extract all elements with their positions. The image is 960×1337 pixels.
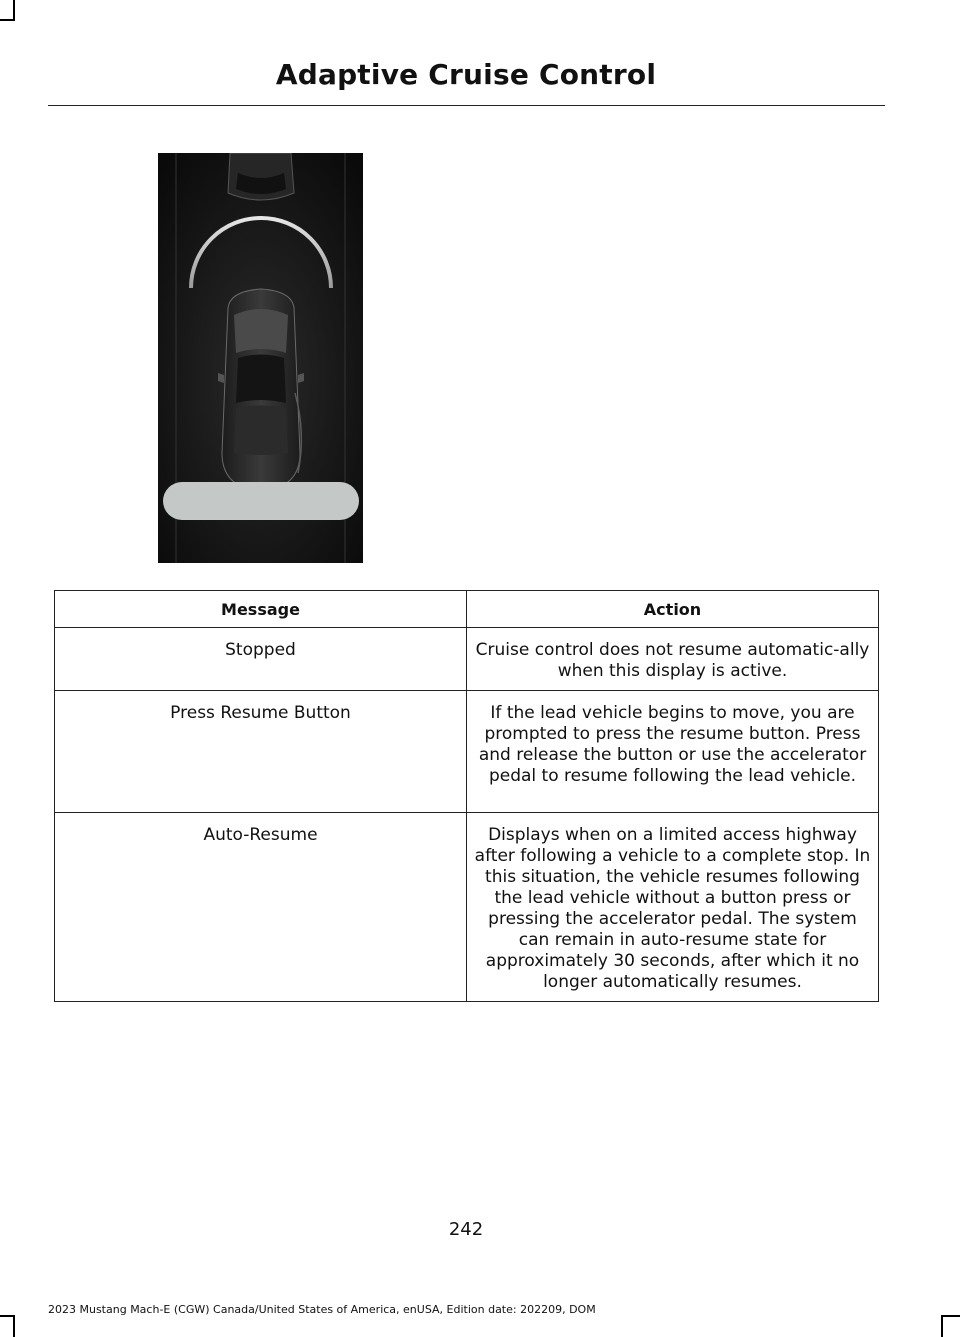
crop-mark-bottom-right-v: [941, 1315, 943, 1337]
crop-mark-bottom-left-v: [13, 1315, 15, 1337]
table-header-row: [55, 591, 879, 628]
message-cell: Stopped: [55, 628, 467, 691]
table-row: [55, 813, 879, 1002]
crop-mark-bottom-right-h: [941, 1315, 960, 1317]
header-rule: [48, 105, 885, 106]
column-header-action: Action: [467, 591, 879, 628]
action-cell: If the lead vehicle begins to move, you are prompted to press the resume button. Press and release the button or use the accelerator pedal to resume following the lead vehicle.: [467, 691, 879, 813]
footer-edition: 2023 Mustang Mach-E (CGW) Canada/United States of America, enUSA, Edition date: 202209, DOM: [48, 1303, 596, 1316]
column-header-message: Message: [55, 591, 467, 628]
page-number: 242: [448, 1219, 484, 1240]
lead-vehicle-icon: [228, 153, 294, 200]
adaptive-cruise-stopped-display-icon: [158, 153, 363, 563]
action-cell: Displays when on a limited access highway after following a vehicle to a complete stop. In this situation, the vehicle resumes following the lead vehicle without a button press or pressing the accelerator pedal. The system can remain in auto-resume state for approximately 30 seconds, after which it no longer automatically resumes.: [467, 813, 879, 1002]
crop-mark-top-left-h: [0, 19, 15, 21]
own-vehicle-icon: [218, 289, 304, 491]
message-action-table: [54, 590, 879, 1002]
message-cell: Auto-Resume: [55, 813, 467, 1002]
table-row: [55, 691, 879, 813]
message-cell: Press Resume Button: [55, 691, 467, 813]
action-cell: Cruise control does not resume automatic-ally when this display is active.: [467, 628, 879, 691]
message-pill: [163, 482, 359, 520]
crop-mark-top-left-v: [13, 0, 15, 20]
page-title: Adaptive Cruise Control: [275, 58, 657, 91]
table-row: [55, 628, 879, 691]
crop-mark-bottom-left-h: [0, 1315, 15, 1317]
